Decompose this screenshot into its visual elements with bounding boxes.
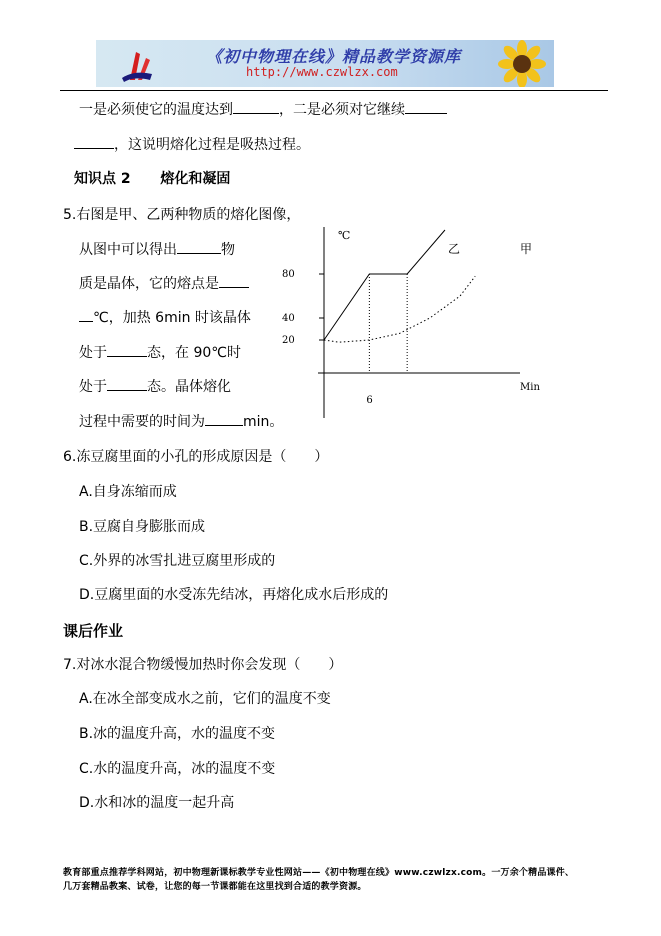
q6-option-b: B.豆腐自身膨胀而成 <box>79 519 206 535</box>
q5-line-5 <box>79 376 231 396</box>
q5-text: 处于 <box>79 379 107 395</box>
series-label-yi: 乙 <box>448 242 461 256</box>
header-banner <box>96 40 554 87</box>
q5-line-1 <box>79 239 235 259</box>
q5-text: 质是晶体，它的熔点是 <box>79 276 219 292</box>
intro-text-a: 一是必须使它的温度达到 <box>79 102 233 118</box>
y-tick-label: 80 <box>282 269 295 280</box>
answer-blank <box>79 307 93 322</box>
q7-option-d: D.水和冰的温度一起升高 <box>79 795 235 811</box>
y-tick-label: 20 <box>282 335 295 346</box>
answer-blank <box>107 342 147 357</box>
footer-line-2: 几万套精品教案、试卷，让您的每一节课都能在这里找到合适的教学资源。 <box>63 882 367 892</box>
banner-title: 《初中物理在线》精品教学资源库 <box>206 47 462 66</box>
answer-blank <box>405 99 447 114</box>
q5-text: 过程中需要的时间为 <box>79 414 205 430</box>
q7-option-a: A.在冰全部变成水之前，它们的温度不变 <box>79 691 331 707</box>
q5-text: 处于 <box>79 345 107 361</box>
y-axis-label: ℃ <box>338 229 351 242</box>
banner-url[interactable]: http://www.czwlzx.com <box>246 65 398 79</box>
q6-option-c: C.外界的冰雪扎进豆腐里形成的 <box>79 553 276 569</box>
q5-text: ℃，加热 6min 时该晶体 <box>93 310 251 326</box>
answer-blank <box>177 239 221 254</box>
intro-text-b: ，二是必须对它继续 <box>279 102 405 118</box>
intro-line-1 <box>79 99 447 119</box>
q6-option-d: D.豆腐里面的水受冻先结冰，再熔化成水后形成的 <box>79 587 389 603</box>
footer-line-1: 教育部重点推荐学科网站，初中物理新课标教学专业性网站——《初中物理在线》www.czwlzx.com。一万余个精品课件、 <box>63 868 575 878</box>
q5-text: 从图中可以得出 <box>79 242 177 258</box>
site-logo-icon <box>116 44 156 84</box>
q5-line-6 <box>79 411 283 431</box>
series-line-jia <box>324 276 475 342</box>
answer-blank <box>74 134 114 149</box>
answer-blank <box>107 376 147 391</box>
intro-text-c: ，这说明熔化过程是吸热过程。 <box>114 137 310 153</box>
q6-stem: 6.冻豆腐里面的小孔的形成原因是（ ） <box>63 449 329 465</box>
kp-label: 知识点 2 <box>74 171 131 187</box>
sunflower-icon <box>488 40 554 87</box>
x-axis-label: Min <box>520 382 540 393</box>
homework-heading: 课后作业 <box>63 622 124 640</box>
answer-blank <box>233 99 279 114</box>
q5-text: 态，在 90℃时 <box>147 345 241 361</box>
knowledge-point-heading <box>74 168 230 188</box>
q5-line-4 <box>79 342 241 362</box>
answer-blank <box>219 273 249 288</box>
q7-option-c: C.水的温度升高，冰的温度不变 <box>79 761 276 777</box>
q5-line-3 <box>79 307 251 327</box>
answer-blank <box>205 411 243 426</box>
q5-text: 物 <box>221 242 235 258</box>
melting-curve-chart <box>270 215 560 425</box>
q5-text: min。 <box>243 414 284 430</box>
header-rule <box>60 90 608 91</box>
q7-stem: 7.对冰水混合物缓慢加热时你会发现（ ） <box>63 657 343 673</box>
q5-stem: 5.右图是甲、乙两种物质的熔化图像， <box>63 207 301 223</box>
q6-option-a: A.自身冻缩而成 <box>79 484 177 500</box>
intro-line-2 <box>74 134 310 154</box>
kp-title: 熔化和凝固 <box>160 171 231 187</box>
series-line-yi <box>324 230 445 340</box>
x-tick-label: 6 <box>366 395 373 406</box>
q5-line-2 <box>79 273 249 293</box>
y-tick-label: 40 <box>282 313 295 324</box>
q7-option-b: B.冰的温度升高，水的温度不变 <box>79 726 276 742</box>
q5-text: 态。晶体熔化 <box>147 379 231 395</box>
series-label-jia: 甲 <box>520 242 533 256</box>
